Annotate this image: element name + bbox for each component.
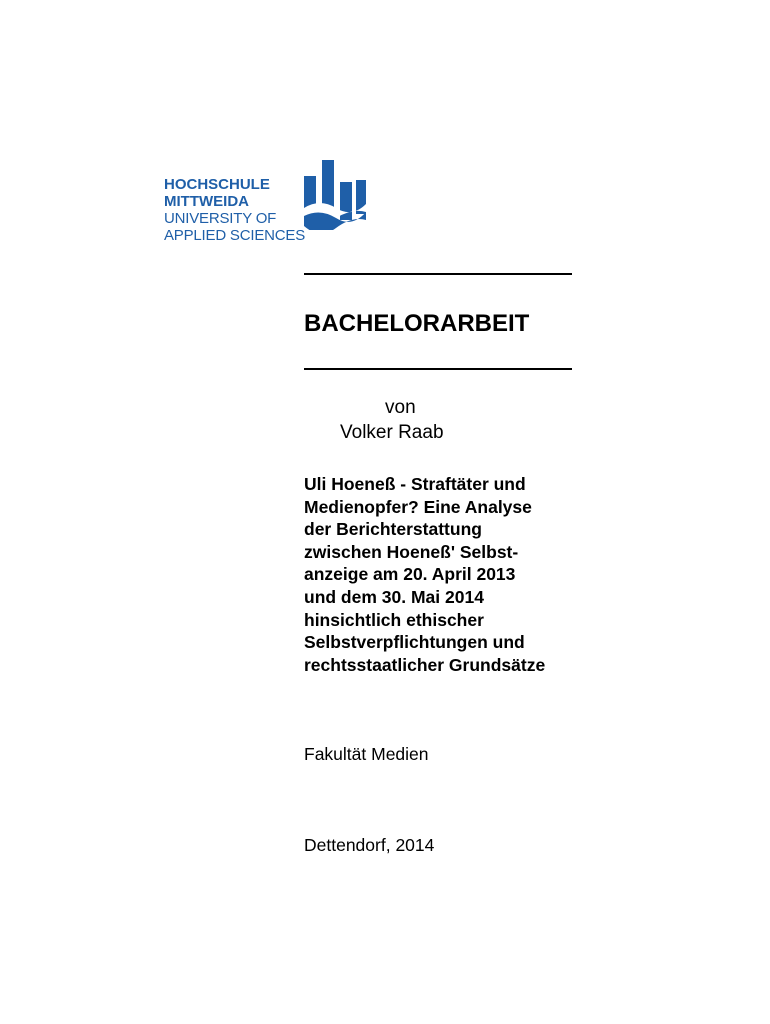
thesis-title-line: Selbstverpflichtungen und (304, 632, 525, 653)
thesis-title-line: der Berichterstattung (304, 519, 482, 540)
author-name: Volker Raab (340, 422, 444, 443)
title-rule-top (304, 273, 572, 275)
title-rule-bottom (304, 368, 572, 370)
thesis-title-line: und dem 30. Mai 2014 (304, 586, 484, 607)
author-prefix: von (385, 397, 416, 418)
logo-wordmark (164, 176, 305, 244)
thesis-title-line: zwischen Hoeneß' Selbst- (304, 541, 519, 562)
logo-building-icon (304, 158, 368, 230)
logo-line-mittweida: MITTWEIDA (164, 193, 249, 210)
thesis-title-line: Uli Hoeneß - Straftäter und (304, 474, 526, 494)
document-type-heading: BACHELORARBEIT (304, 310, 530, 337)
thesis-title-line: hinsichtlich ethischer (304, 609, 484, 630)
thesis-title-line: rechtsstaatlicher Grundsätze (304, 654, 546, 675)
thesis-title-line: Medienopfer? Eine Analyse (304, 496, 532, 517)
logo-line-university: UNIVERSITY OF (164, 210, 277, 227)
university-logo (164, 158, 374, 250)
faculty-name: Fakultät Medien (304, 744, 429, 764)
logo-line-applied-sciences: APPLIED SCIENCES (164, 227, 306, 244)
place-and-year: Dettendorf, 2014 (304, 835, 435, 855)
thesis-title-line: anzeige am 20. April 2013 (304, 564, 516, 585)
thesis-title (304, 473, 604, 676)
logo-line-hochschule: HOCHSCHULE (164, 176, 270, 193)
